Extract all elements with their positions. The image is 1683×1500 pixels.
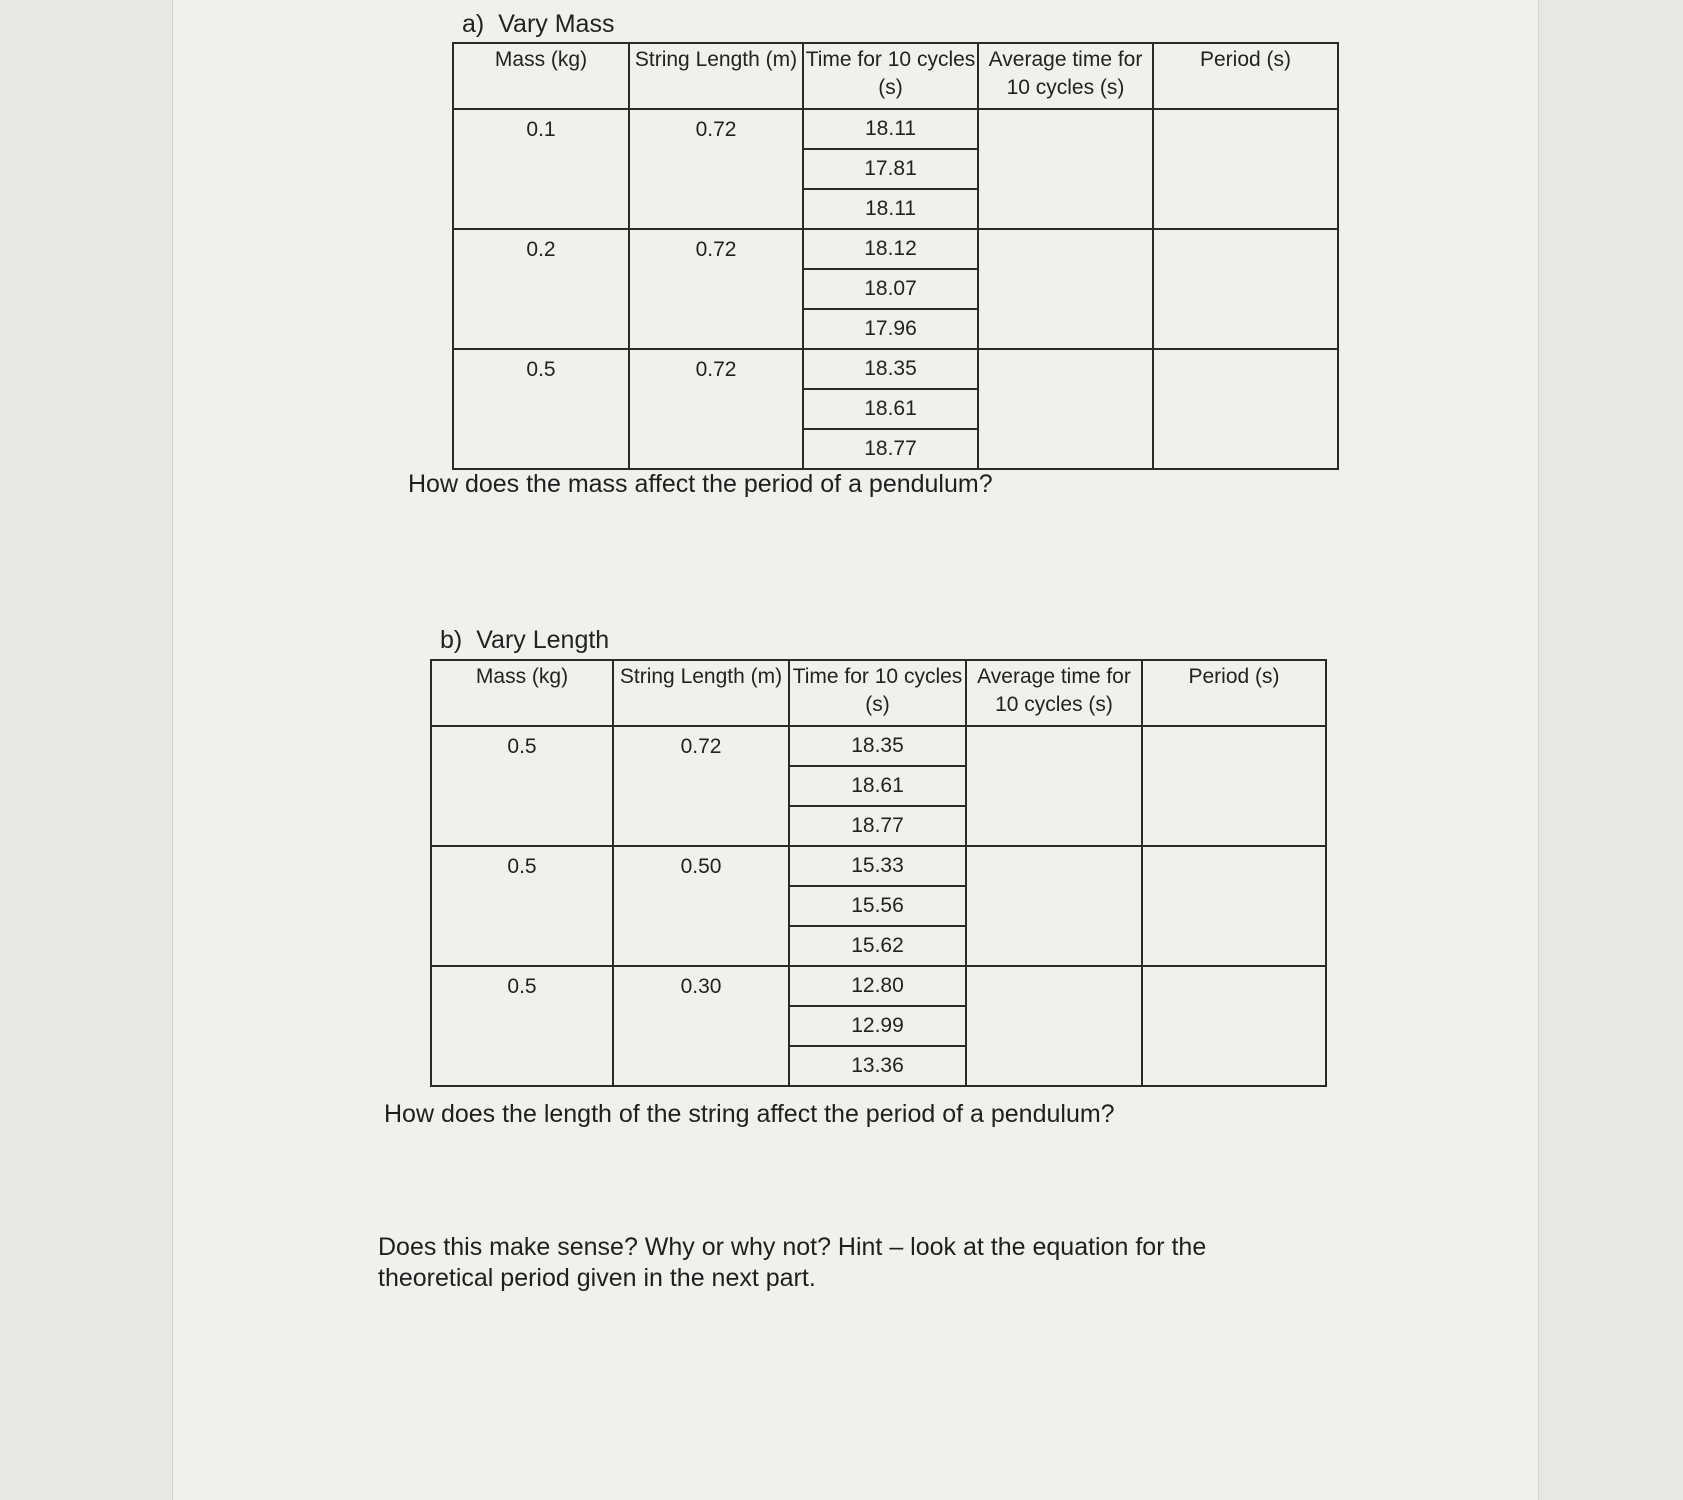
mass-cell: 0.5 <box>431 966 613 1086</box>
table-header-row <box>431 660 1326 726</box>
table-row <box>453 229 1338 269</box>
time-cell: 12.80 <box>789 966 966 1006</box>
period-input-cell[interactable] <box>1142 846 1326 966</box>
header-average-time: Average time for 10 cycles (s) <box>978 43 1153 109</box>
time-cell: 17.96 <box>803 309 978 349</box>
header-mass: Mass (kg) <box>453 43 629 109</box>
time-cell: 18.11 <box>803 109 978 149</box>
time-cell: 15.56 <box>789 886 966 926</box>
time-cell: 18.11 <box>803 189 978 229</box>
time-cell: 18.07 <box>803 269 978 309</box>
length-cell: 0.72 <box>629 349 803 469</box>
table-row <box>431 966 1326 1006</box>
table-row <box>431 726 1326 766</box>
length-cell: 0.30 <box>613 966 789 1086</box>
period-input-cell[interactable] <box>1142 726 1326 846</box>
time-cell: 18.61 <box>789 766 966 806</box>
header-string-length: String Length (m) <box>613 660 789 726</box>
mass-cell: 0.5 <box>431 726 613 846</box>
section-b-title: b) Vary Length <box>440 626 610 654</box>
average-time-input-cell[interactable] <box>966 966 1142 1086</box>
average-time-input-cell[interactable] <box>978 109 1153 229</box>
vary-length-table <box>430 659 1327 1087</box>
time-cell: 18.61 <box>803 389 978 429</box>
period-input-cell[interactable] <box>1153 349 1338 469</box>
time-cell: 13.36 <box>789 1046 966 1086</box>
time-cell: 18.77 <box>789 806 966 846</box>
average-time-input-cell[interactable] <box>978 229 1153 349</box>
mass-cell: 0.5 <box>453 349 629 469</box>
header-time: Time for 10 cycles (s) <box>789 660 966 726</box>
average-time-input-cell[interactable] <box>966 726 1142 846</box>
time-cell: 18.77 <box>803 429 978 469</box>
time-cell: 15.33 <box>789 846 966 886</box>
table-row <box>453 109 1338 149</box>
header-average-time: Average time for 10 cycles (s) <box>966 660 1142 726</box>
header-mass: Mass (kg) <box>431 660 613 726</box>
table-row <box>431 846 1326 886</box>
time-cell: 18.12 <box>803 229 978 269</box>
length-cell: 0.72 <box>629 109 803 229</box>
mass-cell: 0.5 <box>431 846 613 966</box>
period-input-cell[interactable] <box>1153 109 1338 229</box>
time-cell: 18.35 <box>803 349 978 389</box>
table-row <box>453 349 1338 389</box>
header-period: Period (s) <box>1142 660 1326 726</box>
average-time-input-cell[interactable] <box>978 349 1153 469</box>
header-period: Period (s) <box>1153 43 1338 109</box>
time-cell: 18.35 <box>789 726 966 766</box>
average-time-input-cell[interactable] <box>966 846 1142 966</box>
header-time: Time for 10 cycles (s) <box>803 43 978 109</box>
length-cell: 0.72 <box>629 229 803 349</box>
time-cell: 15.62 <box>789 926 966 966</box>
vary-mass-table <box>452 42 1339 470</box>
time-cell: 12.99 <box>789 1006 966 1046</box>
time-cell: 17.81 <box>803 149 978 189</box>
followup-prompt: Does this make sense? Why or why not? Hint – look at the equation for the theoretical period given in the next part. <box>378 1233 1207 1292</box>
length-cell: 0.50 <box>613 846 789 966</box>
length-question: How does the length of the string affect the period of a pendulum? <box>384 1100 1115 1128</box>
table-header-row <box>453 43 1338 109</box>
period-input-cell[interactable] <box>1142 966 1326 1086</box>
section-a-title: a) Vary Mass <box>462 10 615 38</box>
mass-cell: 0.1 <box>453 109 629 229</box>
period-input-cell[interactable] <box>1153 229 1338 349</box>
length-cell: 0.72 <box>613 726 789 846</box>
header-string-length: String Length (m) <box>629 43 803 109</box>
mass-cell: 0.2 <box>453 229 629 349</box>
mass-question: How does the mass affect the period of a pendulum? <box>408 470 993 498</box>
